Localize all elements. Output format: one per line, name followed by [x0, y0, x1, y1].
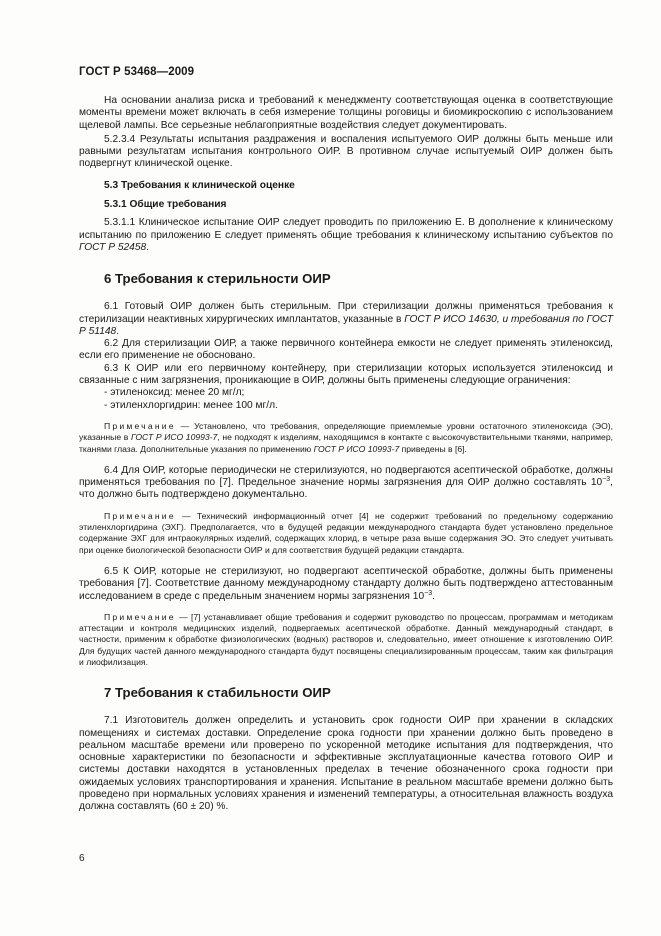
paragraph-5-2-3-4: 5.2.3.4 Результаты испытания раздражения и воспаления испытуемого ОИР должны быть меньше или равными результатам испытания контрольного ОИР. В противном случае испытуемый ОИР должен быть подвергнут клинической оценке.	[79, 133, 613, 170]
note-3: Примечание — [7] устанавливает общие требования и содержит руководство по процессам, программам и методикам аттестации и контроля медицинских изделий, подвергаемых асептической обработке. Данный международный стандарт, в частности, применим к обработке физиологических (водных) растворов и, следовательно, имеет отношение к изготовлению ОИР. Для будущих частей данного международного стандарта будут посвящены специализированным процессам, таким как фильтрация и лиофилизация.	[79, 611, 613, 667]
heading-5-3: 5.3 Требования к клинической оценке	[104, 179, 295, 191]
paragraph-risk-analysis: На основании анализа риска и требований к менеджменту соответствующая оценка в соответствующие моменты времени может включать в себя измерение толщины роговицы и биомикроскопию с использованием щелевой лампы. Все серьезные неблагоприятные воздействия следует документировать.	[79, 95, 613, 131]
paragraph-6-5: 6.5 К ОИР, которые не стерилизуют, но подвергают асептической обработке, должны быть применены требования [7]. Соответствие данному международному стандарту должно быть подтверждено аттестованным исследованием в среде с предельным значением нормы загрязнения $10^{-3}$.	[79, 565, 613, 602]
paragraph-5-3-1-1: 5.3.1.1 Клиническое испытание ОИР следует проводить по приложению Е. В дополнение к клиническому испытанию по приложению Е следует применять общие требования к клиническому испытанию субъектов по ГОСТ Р 52458.	[79, 217, 613, 253]
paragraph-6-2: 6.2 Для стерилизации ОИР, а также первичного контейнера емкости не следует применять этиленоксид, если его применение не обосновано.	[79, 338, 613, 362]
note-label: Примечание	[104, 420, 176, 431]
paragraph-6-3: 6.3 К ОИР или его первичному контейнеру, при стерилизации которых используется этиленоксид и связанные с ним загрязнения, проникающие в ОИР, должны быть применены следующие ограничения:	[79, 362, 613, 387]
paragraph-6-4: 6.4 Для ОИР, которые периодически не стерилизуются, но подвергаются асептической обработке, должны применяться требования по [7]. Предельное значение нормы загрязнения для ОИР должно составлять $10^{-3}$, что должно быть подтверждено документально.	[79, 464, 613, 501]
limit-ethylene-oxide: - этиленоксид: менее 20 мг/л;	[104, 387, 245, 399]
heading-section-7: 7 Требования к стабильности ОИР	[104, 685, 331, 701]
note-2: Примечание — Технический информационный отчет [4] не содержит требований по предельному содержанию этиленхлоргидрина (ЭХГ). Предполагается, что в будущей редакции международного стандарта будет установлено предельное содержание ЭХГ для интраокулярных изделий, содержащих хлорид, в четыре раза выше содержания ЭО. Это следует учитывать при оценке биологической безопасности ОИР и для соответствия будущей редакции стандарта.	[79, 510, 613, 555]
paragraph-6-1: 6.1 Готовый ОИР должен быть стерильным. При стерилизации должны применяться требования к стерилизации неактивных хирургических имплантатов, указанные в ГОСТ Р ИСО 14630, и требования по ГОСТ Р 51148.	[79, 301, 614, 337]
heading-5-3-1: 5.3.1 Общие требования	[104, 199, 227, 211]
reference-gost-52458: ГОСТ Р 52458	[79, 241, 147, 253]
reference-gost-14630: ГОСТ Р ИСО 14630, и требования по ГОСТ Р 51148	[79, 313, 614, 337]
document-header: ГОСТ Р 53468—2009	[79, 66, 195, 78]
note-1: Примечание — Установлено, что требования, определяющие приемлемые уровни остаточного этиленоксида (ЭО), указанные в ГОСТ Р ИСО 10993-7, не подходят к изделиям, находящимся в контакте с высокочувствительными тканями, например, тканями глаза. Дополнительные указания по применению ГОСТ Р ИСО 10993-7 приведены в [6].	[79, 420, 613, 454]
heading-section-6: 6 Требования к стерильности ОИР	[104, 271, 331, 287]
page-number: 6	[79, 853, 85, 864]
paragraph-7-1: 7.1 Изготовитель должен определить и установить срок годности ОИР при хранении в складских помещениях и системах доставки. Определение срока годности при хранении должно быть проведено в реальном масштабе времени или проверено по ускоренной методике испытания для подтверждения, что основные характеристики по безопасности и эффективные эксплуатационные качества готового ОИР и системы доставки находятся в установленных пределах в течение обозначенного срока годности при ожидаемых условиях транспортирования и хранения. Испытание в реальном масштабе времени должно быть проведено при нормальных условиях хранения и изменений температуры, а относительная влажность воздуха должна составлять (60 ± 20) %.	[79, 715, 613, 813]
document-body	[79, 95, 613, 814]
limit-ethylene-chlorohydrin: - этиленхлоргидрин: менее 100 мг/л.	[104, 399, 278, 411]
